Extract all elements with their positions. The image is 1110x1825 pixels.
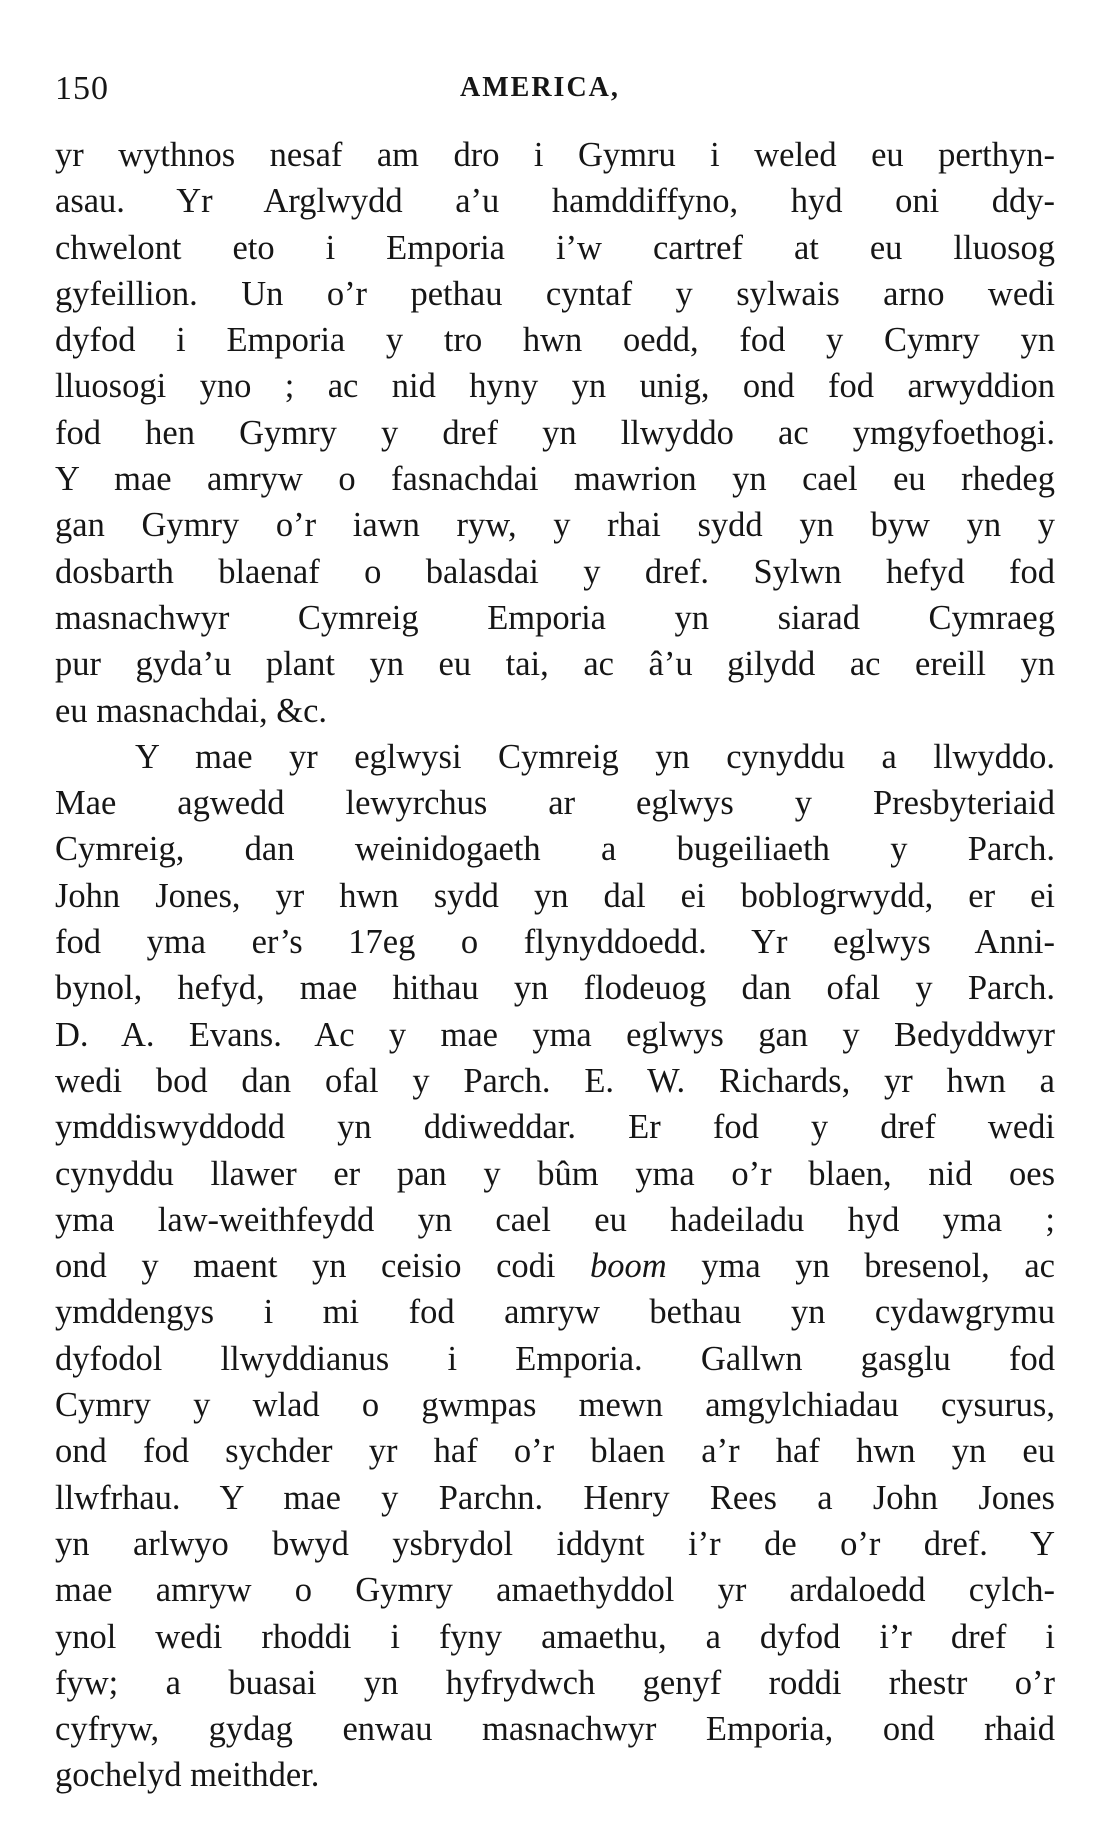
running-head: AMERICA, <box>460 72 620 103</box>
text-line: Cymry y wlad o gwmpas mewn amgylchiadau cysurus, <box>55 1386 1055 1425</box>
text-line: pur gyda’u plant yn eu tai, ac â’u gilydd ac ereill yn <box>55 645 1055 684</box>
text-line: cynyddu llawer er pan y bûm yma o’r blaen, nid oes <box>55 1154 1055 1193</box>
text-line: ond fod sychder yr haf o’r blaen a’r haf hwn yn eu <box>55 1432 1055 1471</box>
text-line: asau. Yr Arglwydd a’u hamddiffyno, hyd oni ddy- <box>55 182 1055 221</box>
text-line: ymddiswyddodd yn ddiweddar. Er fod y dref wedi <box>55 1108 1055 1147</box>
text-line: Y mae yr eglwysi Cymreig yn cynyddu a llwyddo. <box>135 737 1055 776</box>
text-line: chwelont eto i Emporia i’w cartref at eu lluosog <box>55 228 1055 267</box>
text-line: wedi bod dan ofal y Parch. E. W. Richards, yr hwn a <box>55 1061 1055 1100</box>
page-number: 150 <box>55 70 109 107</box>
text-line: ymddengys i mi fod amryw bethau yn cydawgrymu <box>55 1293 1055 1332</box>
text-line: llwfrhau. Y mae y Parchn. Henry Rees a John Jones <box>55 1478 1055 1517</box>
text-line: dosbarth blaenaf o balasdai y dref. Sylwn hefyd fod <box>55 552 1055 591</box>
text-line: dyfodol llwyddianus i Emporia. Gallwn gasglu fod <box>55 1339 1055 1378</box>
body-text <box>55 132 1055 1799</box>
text-line: Mae agwedd lewyrchus ar eglwys y Presbyteriaid <box>55 784 1055 823</box>
text-segment: yma yn bresenol, ac <box>666 1247 1055 1286</box>
page-header <box>55 70 1055 110</box>
text-line: eu masnachdai, &c. <box>55 691 328 730</box>
text-line: gyfeillion. Un o’r pethau cyntaf y sylwais arno wedi <box>55 274 1055 313</box>
text-line: bynol, hefyd, mae hithau yn flodeuog dan ofal y Parch. <box>55 969 1055 1008</box>
text-line-boom <box>55 1243 1055 1289</box>
text-segment: ond y maent yn ceisio codi <box>55 1247 591 1286</box>
paragraph-2 <box>55 734 1055 1799</box>
text-line: Y mae amryw o fasnachdai mawrion yn cael eu rhedeg <box>55 460 1055 499</box>
text-line: fod yma er’s 17eg o flynyddoedd. Yr eglwys Anni- <box>55 923 1055 962</box>
text-line: gochelyd meithder. <box>55 1756 320 1795</box>
text-line: D. A. Evans. Ac y mae yma eglwys gan y Bedyddwyr <box>55 1015 1055 1054</box>
text-line: masnachwyr Cymreig Emporia yn siarad Cymraeg <box>55 598 1055 637</box>
text-line: fyw; a buasai yn hyfrydwch genyf roddi rhestr o’r <box>55 1663 1055 1702</box>
text-line: lluosogi yno ; ac nid hyny yn unig, ond fod arwyddion <box>55 367 1055 406</box>
text-line: yr wythnos nesaf am dro i Gymru i weled eu perthyn- <box>55 136 1055 174</box>
text-line: John Jones, yr hwn sydd yn dal ei boblogrwydd, er ei <box>55 876 1055 915</box>
text-line: gan Gymry o’r iawn ryw, y rhai sydd yn byw yn y <box>55 506 1055 545</box>
text-line: dyfod i Emporia y tro hwn oedd, fod y Cymry yn <box>55 321 1055 360</box>
text-line: Cymreig, dan weinidogaeth a bugeiliaeth y Parch. <box>55 830 1055 869</box>
text-line: fod hen Gymry y dref yn llwyddo ac ymgyfoethogi. <box>55 413 1055 452</box>
italic-word: boom <box>590 1247 667 1286</box>
text-line: yn arlwyo bwyd ysbrydol iddynt i’r de o’r dref. Y <box>55 1524 1055 1563</box>
text-line: yma law-weithfeydd yn cael eu hadeiladu hyd yma ; <box>55 1200 1055 1239</box>
text-line: mae amryw o Gymry amaethyddol yr ardaloedd cylch- <box>55 1571 1055 1610</box>
text-line: ynol wedi rhoddi i fyny amaethu, a dyfod i’r dref i <box>55 1617 1055 1656</box>
paragraph-1 <box>55 132 1055 734</box>
text-line: cyfryw, gydag enwau masnachwyr Emporia, ond rhaid <box>55 1710 1055 1749</box>
